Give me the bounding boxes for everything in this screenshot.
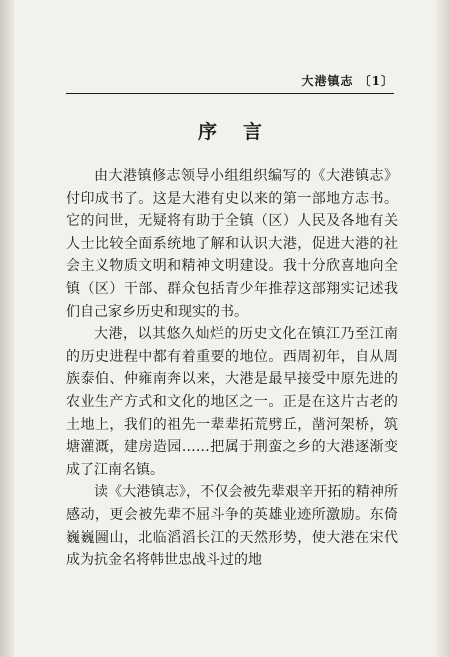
body-text — [66, 165, 398, 572]
scan-edge-right — [436, 0, 450, 657]
paragraph-3: 读《大港镇志》，不仅会被先辈艰辛开拓的精神所感动，更会被先辈不屈斗争的英雄业迹所激励。东倚巍巍圌山，北临滔滔长江的天然形势，使大港在宋代成为抗金名将韩世忠战斗过的地 — [66, 484, 398, 569]
running-header: 大港镇志 〔1〕 — [301, 74, 394, 88]
header-rule — [66, 93, 394, 94]
paragraph-1: 由大港镇修志领导小组组织编写的《大港镇志》付印成书了。这是大港有史以来的第一部地方志书。它的问世，无疑将有助于全镇（区）人民及各地有关人士比较全面系统地了解和认识大港，促进大港的社会主义物质文明和精神文明建设。我十分欣喜地向全镇（区）干部、群众包括青少年推荐这部翔实记述我们自己家乡历史和现实的书。 — [66, 168, 398, 320]
paragraph-2: 大港，以其悠久灿烂的历史文化在镇江乃至江南的历史进程中都有着重要的地位。西周初年，自从周族泰伯、仲雍南奔以来，大港是最早接受中原先进的农业生产方式和文化的地区之一。正是在这片古老的土地上，我们的祖先一辈辈拓荒劈丘，凿河架桥，筑塘灌溉，建房造园……把属于荆蛮之乡的大港逐渐变成了江南名镇。 — [66, 326, 398, 478]
page-title: 序言 — [197, 121, 288, 143]
scan-edge-left — [0, 0, 14, 657]
